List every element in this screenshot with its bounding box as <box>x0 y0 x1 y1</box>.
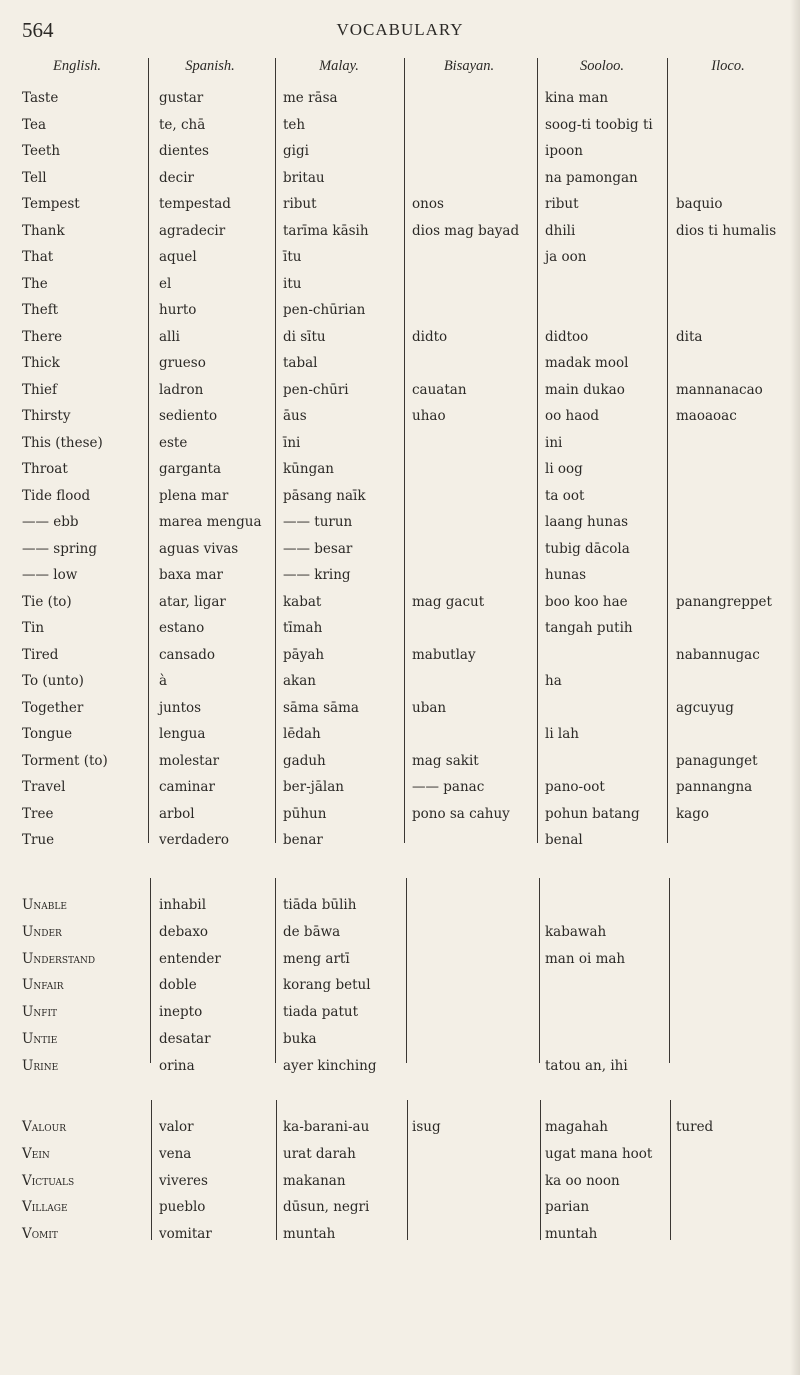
running-title: VOCABULARY <box>336 20 464 39</box>
cell-english: Unfit <box>22 1004 58 1021</box>
cell-malay: gaduh <box>283 752 326 769</box>
cell-malay: ītu <box>283 249 302 265</box>
table-row <box>0 751 800 776</box>
table-row <box>0 565 800 590</box>
cell-malay: teh <box>283 116 306 133</box>
cell-sooloo: ugat mana hoot <box>545 1145 653 1162</box>
table-row <box>0 327 800 352</box>
cell-malay: īni <box>283 434 301 451</box>
cell-malay: meng artī <box>283 950 350 967</box>
cell-english: Victuals <box>22 1172 75 1189</box>
table-row <box>0 830 800 855</box>
cell-bisayan: pono sa cahuy <box>412 805 510 822</box>
cell-spanish: inepto <box>159 1004 203 1021</box>
cell-malay: —— turun <box>283 514 353 530</box>
table-row <box>0 1029 800 1054</box>
table-row <box>0 1144 800 1169</box>
cell-sooloo: tubig dācola <box>545 540 630 557</box>
cell-english: Tide flood <box>22 487 91 504</box>
cell-spanish: pueblo <box>159 1199 206 1216</box>
table-row <box>0 922 800 947</box>
cell-spanish: ladron <box>159 381 204 398</box>
cell-sooloo: ipoon <box>545 143 583 159</box>
cell-malay: āus <box>283 408 307 424</box>
table-row <box>0 194 800 219</box>
cell-malay: akan <box>283 673 316 689</box>
cell-sooloo: pohun batang <box>545 805 640 822</box>
cell-malay: —— kring <box>283 567 351 583</box>
cell-sooloo: madak mool <box>545 355 629 371</box>
cell-english: Together <box>22 699 84 716</box>
table-row <box>0 592 800 617</box>
cell-english: True <box>22 832 55 848</box>
cell-sooloo: ja oon <box>545 249 587 265</box>
cell-sooloo: magahah <box>545 1119 608 1135</box>
table-row <box>0 618 800 643</box>
cell-spanish: molestar <box>159 752 220 769</box>
table-row <box>0 1197 800 1222</box>
cell-sooloo: muntah <box>545 1226 598 1243</box>
cell-english: Thick <box>22 355 60 371</box>
cell-spanish: arbol <box>159 805 195 822</box>
table-row <box>0 115 800 140</box>
cell-english: Understand <box>22 950 96 967</box>
cell-english: Thank <box>22 222 65 239</box>
table-row <box>0 247 800 272</box>
cell-iloco: maoaoac <box>676 408 737 424</box>
cell-iloco: tured <box>676 1119 714 1135</box>
cell-sooloo: oo haod <box>545 408 600 424</box>
cell-spanish: marea mengua <box>159 514 262 530</box>
cell-sooloo: main dukao <box>545 381 625 398</box>
cell-spanish: orina <box>159 1057 195 1074</box>
cell-spanish: este <box>159 434 188 451</box>
table-row <box>0 274 800 299</box>
cell-english: There <box>22 328 63 345</box>
cell-malay: tiada patut <box>283 1004 359 1021</box>
cell-spanish: hurto <box>159 302 197 318</box>
cell-malay: dūsun, negri <box>283 1199 370 1216</box>
cell-english: Under <box>22 923 62 940</box>
cell-english: Untie <box>22 1031 58 1047</box>
cell-spanish: entender <box>159 950 221 967</box>
cell-iloco: dios ti humalis <box>676 222 777 239</box>
table-row <box>0 433 800 458</box>
cell-spanish: verdadero <box>159 832 229 848</box>
table-row <box>0 300 800 325</box>
cell-english: Tin <box>22 620 45 636</box>
table-row <box>0 645 800 670</box>
cell-sooloo: parian <box>545 1199 590 1216</box>
page-header <box>0 16 800 46</box>
cell-malay: itu <box>283 275 302 292</box>
cell-malay: benar <box>283 832 323 848</box>
cell-iloco: kago <box>676 805 709 822</box>
cell-bisayan: uban <box>412 699 447 716</box>
table-row <box>0 141 800 166</box>
cell-sooloo: dhili <box>545 222 576 239</box>
column-headers <box>0 58 800 82</box>
column-header-sooloo: Sooloo. <box>580 58 624 74</box>
cell-english: —— low <box>22 567 78 583</box>
cell-malay: di sītu <box>283 328 326 345</box>
cell-malay: tabal <box>283 355 318 371</box>
cell-malay: muntah <box>283 1226 336 1243</box>
cell-spanish: caminar <box>159 779 215 795</box>
cell-spanish: grueso <box>159 355 206 371</box>
cell-sooloo: laang hunas <box>545 514 629 530</box>
cell-malay: makanan <box>283 1172 346 1189</box>
cell-spanish: estano <box>159 620 205 636</box>
cell-spanish: dientes <box>159 143 209 159</box>
column-header-spanish: Spanish. <box>185 58 235 74</box>
cell-bisayan: mag sakit <box>412 752 479 769</box>
cell-malay: tarīma kāsih <box>283 222 369 239</box>
table-row <box>0 353 800 378</box>
cell-english: Tongue <box>22 726 73 742</box>
cell-english: Thief <box>22 381 58 398</box>
cell-malay: ayer kinching <box>283 1057 377 1074</box>
table-row <box>0 88 800 113</box>
cell-sooloo: ini <box>545 434 563 451</box>
cell-sooloo: kabawah <box>545 923 607 940</box>
cell-iloco: dita <box>676 328 703 345</box>
table-row <box>0 1056 800 1081</box>
cell-sooloo: ha <box>545 673 562 689</box>
column-header-iloco: Iloco. <box>711 58 745 74</box>
table-row <box>0 459 800 484</box>
cell-english: The <box>22 275 48 292</box>
cell-spanish: decir <box>159 169 194 186</box>
cell-iloco: nabannugac <box>676 646 760 663</box>
cell-english: Theft <box>22 302 59 318</box>
cell-malay: me rāsa <box>283 90 338 106</box>
column-header-bisayan: Bisayan. <box>443 58 495 74</box>
cell-bisayan: uhao <box>412 408 446 424</box>
cell-english: Teeth <box>22 143 61 159</box>
cell-sooloo: ta oot <box>545 487 585 504</box>
cell-malay: —— besar <box>283 540 353 557</box>
cell-malay: kabat <box>283 593 322 610</box>
cell-malay: buka <box>283 1031 317 1047</box>
cell-bisayan: isug <box>412 1119 441 1135</box>
cell-english: —— spring <box>22 540 97 557</box>
cell-spanish: agradecir <box>159 222 226 239</box>
cell-english: Unfair <box>22 977 64 994</box>
cell-spanish: gustar <box>159 90 204 106</box>
cell-bisayan: mag gacut <box>412 593 485 610</box>
cell-malay: britau <box>283 169 325 186</box>
cell-spanish: valor <box>159 1119 194 1135</box>
cell-english: Tree <box>22 805 54 822</box>
cell-sooloo: li lah <box>545 726 579 742</box>
cell-english: Taste <box>22 90 59 106</box>
cell-spanish: alli <box>159 328 181 345</box>
cell-spanish: desatar <box>159 1031 211 1047</box>
cell-spanish: inhabil <box>159 897 207 913</box>
column-header-english: English. <box>53 58 101 74</box>
cell-malay: pen-chūrian <box>283 302 366 318</box>
cell-spanish: viveres <box>159 1172 208 1189</box>
cell-sooloo: boo koo hae <box>545 593 628 610</box>
cell-spanish: doble <box>159 977 197 994</box>
cell-sooloo: na pamongan <box>545 169 638 186</box>
cell-spanish: juntos <box>159 699 202 716</box>
cell-spanish: plena mar <box>159 487 229 504</box>
cell-bisayan: cauatan <box>412 381 467 398</box>
cell-spanish: el <box>159 275 172 292</box>
cell-spanish: baxa mar <box>159 567 223 583</box>
cell-spanish: lengua <box>159 726 206 742</box>
cell-spanish: aguas vivas <box>159 540 239 557</box>
table-row <box>0 949 800 974</box>
table-row <box>0 512 800 537</box>
cell-malay: korang betul <box>283 977 371 994</box>
table-row <box>0 724 800 749</box>
table-row <box>0 406 800 431</box>
table-row <box>0 804 800 829</box>
cell-spanish: debaxo <box>159 923 209 940</box>
cell-english: Travel <box>22 779 66 795</box>
cell-english: Tired <box>22 646 59 663</box>
cell-english: —— ebb <box>22 514 79 530</box>
cell-sooloo: tatou an, ihi <box>545 1057 628 1074</box>
cell-malay: pāyah <box>283 646 325 663</box>
cell-malay: pen-chūri <box>283 381 349 398</box>
cell-malay: urat darah <box>283 1145 356 1162</box>
cell-spanish: vena <box>159 1145 192 1162</box>
cell-spanish: tempestad <box>159 196 231 212</box>
cell-iloco: panagunget <box>676 752 758 769</box>
cell-malay: lēdah <box>283 726 321 742</box>
cell-sooloo: benal <box>545 832 583 848</box>
table-row <box>0 671 800 696</box>
cell-spanish: garganta <box>159 461 222 477</box>
table-row <box>0 1171 800 1196</box>
cell-spanish: cansado <box>159 646 216 663</box>
cell-spanish: sediento <box>159 408 218 424</box>
cell-bisayan: didto <box>412 328 448 345</box>
cell-english: Tempest <box>22 196 80 212</box>
table-row <box>0 698 800 723</box>
cell-english: Village <box>22 1199 68 1216</box>
cell-malay: sāma sāma <box>283 699 359 716</box>
cell-english: Unable <box>22 897 67 913</box>
table-row <box>0 975 800 1000</box>
cell-sooloo: tangah putih <box>545 620 633 636</box>
cell-malay: tīmah <box>283 620 323 636</box>
cell-malay: pāsang naīk <box>283 487 366 504</box>
table-row <box>0 380 800 405</box>
cell-iloco: mannanacao <box>676 381 763 398</box>
cell-sooloo: kina man <box>545 90 609 106</box>
cell-malay: ka-barani-au <box>283 1119 370 1135</box>
cell-iloco: agcuyug <box>676 699 734 716</box>
cell-iloco: panangreppet <box>676 593 772 610</box>
table-row <box>0 1002 800 1027</box>
cell-bisayan: onos <box>412 196 444 212</box>
cell-english: Tea <box>22 116 46 133</box>
cell-sooloo: soog-ti toobig ti <box>545 116 653 133</box>
cell-spanish: vomitar <box>159 1226 212 1243</box>
cell-sooloo: ribut <box>545 196 579 212</box>
cell-iloco: pannangna <box>676 779 753 795</box>
table-row <box>0 777 800 802</box>
table-row <box>0 168 800 193</box>
cell-malay: pūhun <box>283 805 327 822</box>
cell-sooloo: hunas <box>545 567 587 583</box>
cell-english: Vein <box>22 1145 50 1162</box>
table-row <box>0 221 800 246</box>
cell-english: Torment (to) <box>22 752 108 769</box>
cell-english: Tell <box>22 169 47 186</box>
cell-iloco: baquio <box>676 196 723 212</box>
table-row <box>0 1224 800 1249</box>
cell-english: That <box>22 249 54 265</box>
cell-english: Thirsty <box>22 408 71 424</box>
cell-sooloo: ka oo noon <box>545 1172 620 1189</box>
cell-sooloo: man oi mah <box>545 950 626 967</box>
table-row <box>0 1117 800 1142</box>
cell-english: To (unto) <box>22 673 84 689</box>
cell-english: Valour <box>22 1119 66 1135</box>
page-edge-shadow <box>790 0 800 1375</box>
cell-malay: gigi <box>283 143 309 159</box>
table-row <box>0 539 800 564</box>
cell-bisayan: mabutlay <box>412 646 476 663</box>
cell-english: This (these) <box>22 434 103 451</box>
column-header-malay: Malay. <box>319 58 359 74</box>
cell-malay: tiāda būlih <box>283 897 357 913</box>
table-row <box>0 895 800 920</box>
cell-bisayan: —— panac <box>412 779 485 795</box>
cell-sooloo: li oog <box>545 461 583 477</box>
cell-english: Vomit <box>22 1226 58 1243</box>
page-number: 564 <box>22 18 54 42</box>
cell-spanish: aquel <box>159 249 197 265</box>
cell-bisayan: dios mag bayad <box>412 222 520 239</box>
cell-spanish: à <box>159 673 168 689</box>
cell-english: Urine <box>22 1057 59 1074</box>
cell-malay: ribut <box>283 196 317 212</box>
cell-malay: de bāwa <box>283 923 341 940</box>
cell-english: Tie (to) <box>22 593 72 610</box>
cell-spanish: te, chā <box>159 116 206 133</box>
cell-english: Throat <box>22 461 68 477</box>
cell-sooloo: pano-oot <box>545 779 605 795</box>
cell-sooloo: didtoo <box>545 328 589 345</box>
cell-spanish: atar, ligar <box>159 593 226 610</box>
table-row <box>0 486 800 511</box>
cell-malay: kūngan <box>283 461 334 477</box>
cell-malay: ber-jālan <box>283 779 344 795</box>
